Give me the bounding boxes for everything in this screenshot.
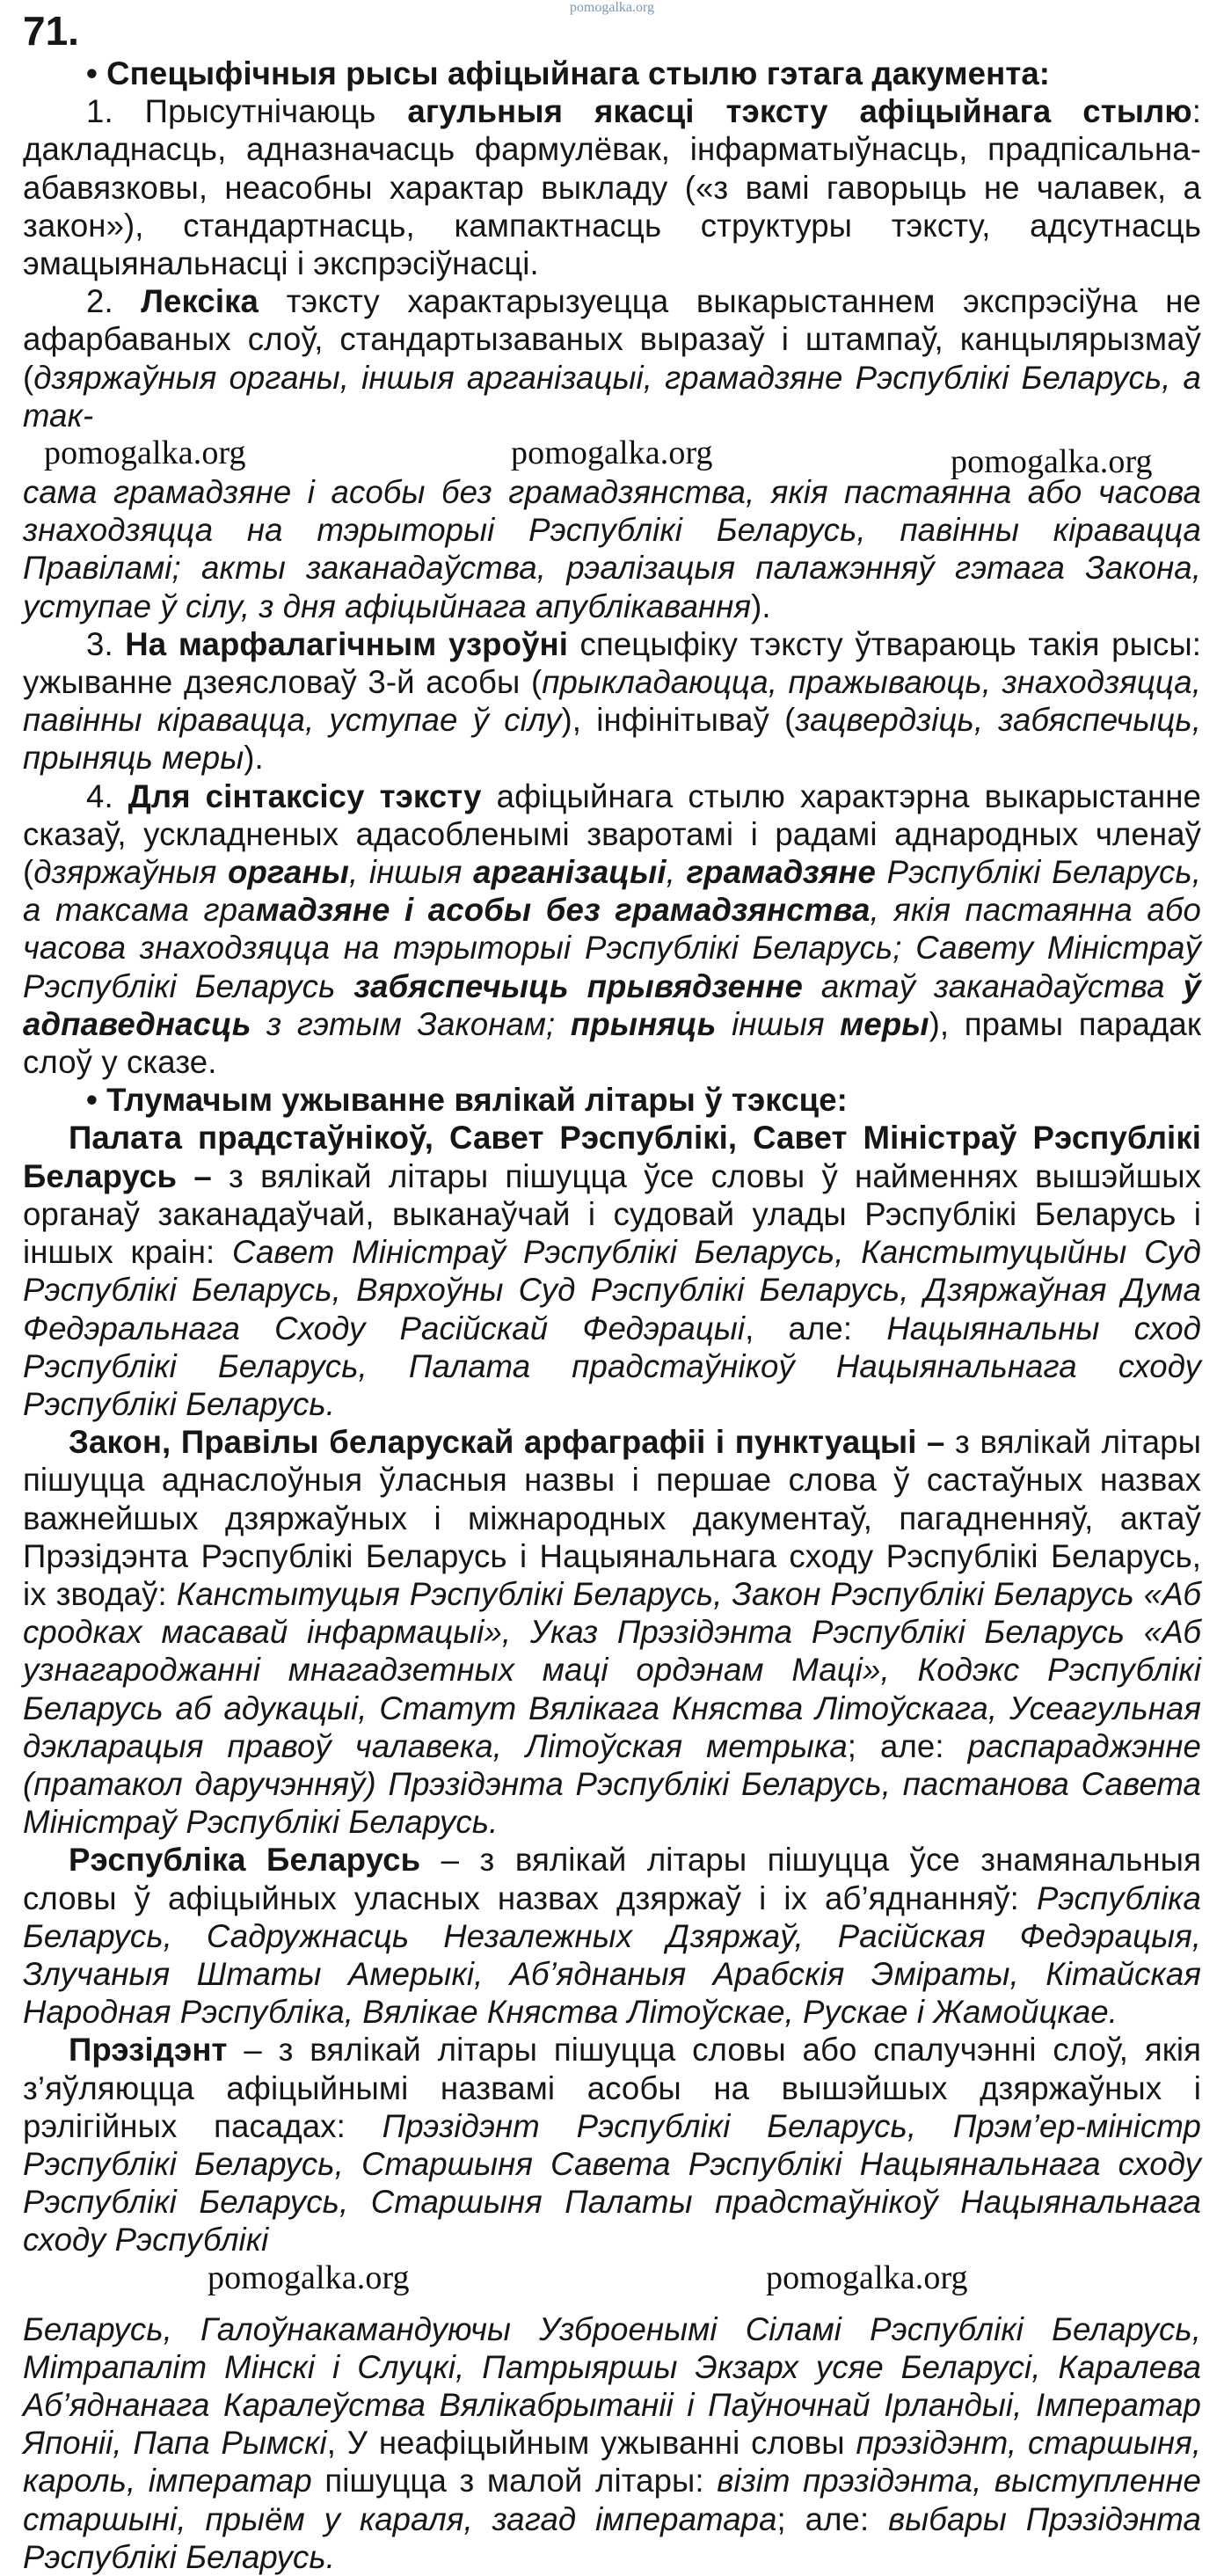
- section1-paragraph-4: 4. Для сінтаксісу тэксту афіцыйнага стылю характэрна выкарыстанне сказаў, ускладненых адасобленымі зваротамі і радамі аднародных членаў (дзяржаўныя органы, іншыя арганізацыі, грамадзяне Рэспублікі Беларусь, а таксама грамадзяне і асобы без грамадзянства, якія пастаянна або часова знаходзяцца на тэрыторыі Рэспублікі Беларусь; Савету Міністраў Рэспублікі Беларусь забяспечыць прывядзенне актаў заканадаўства ў адпаведнасць з гэтым Законам; прыняць іншыя меры), прамы парадак слоў у сказе.: [23, 777, 1202, 1081]
- section1-title: • Спецыфічныя рысы афіцыйнага стылю гэтага дакумента:: [86, 55, 1051, 91]
- section1-paragraph-2: 2. Лексіка тэксту характарызуецца выкарыстаннем экспрэсіўна не афарбаваных слоў, стандартызаваных выразаў і штампаў, канцылярызмаў (дзяржаўныя органы, іншыя арганізацыі, грамадзяне Рэспублікі Беларусь, а так-: [23, 283, 1201, 434]
- exercise-number: 71.: [23, 8, 79, 54]
- section2-paragraph-1: Палата прадстаўнікоў, Савет Рэспублікі, Савет Міністраў Рэспублікі Беларусь – з вялікай літары пішуцца ўсе словы ў найменнях вышэйшых органаў заканадаўчай, выканаўчай і судовай улады Рэспублікі Беларусь і іншых краін: Савет Міністраў Рэспублікі Беларусь, Канстытуцыйны Суд Рэспублікі Беларусь, Вярхоўны Суд Рэспублікі Беларусь, Дзяржаўная Дума Федэральнага Сходу Расійскай Федэрацыі, але: Нацыянальны сход Рэспублікі Беларусь, Палата прадстаўнікоў Нацыянальнага сходу Рэспублікі Беларусь.: [23, 1120, 1202, 1422]
- section1-paragraph-1: 1. Прысутнічаюць агульныя якасці тэксту афіцыйнага стылю: дакладнасць, адназначасць фармулёвак, інфарматыўнасць, прадпісальна-абавязковы, неасобны характар выкладу («з вамі гаворыць не чалавек, а закон»), стандартнасць, кампактнасць структуры тэксту, адсутнасць эмацыянальнасці і экспрэсіўнасці.: [23, 93, 1201, 282]
- watermark-row-2: pomogalka.org pomogalka.org: [208, 2259, 968, 2296]
- section2-title: • Тлумачым ужыванне вялікай літары ў тэксце:: [86, 1082, 848, 1119]
- section2-paragraph-2: Закон, Правілы беларускай арфаграфіі і пунктуацыі – з вялікай літары пішуцца аднаслоўныя ўласныя назвы і першае слова ў састаўных назвах важнейшых дзяржаўных і міжнародных дакументаў, пагадненняў, актаў Прэзідэнта Рэспублікі Беларусь і Нацыянальнага сходу Рэспублікі Беларусь, іх зводаў: Канстытуцыя Рэспублікі Беларусь, Закон Рэспублікі Беларусь «Аб сродках масавай інфармацыі», Указ Прэзідэнта Рэспублікі Беларусь «Аб узнагароджанні мнагадзетных маці ордэнам Маці», Кодэкс Рэспублікі Беларусь аб адукацыі, Статут Вялікага Княства Літоўскага, Усеагульная дэкларацыя правоў чалавека, Літоўская метрыка; але: распараджэнне (пратакол даручэнняў) Прэзідэнта Рэспублікі Беларусь, пастанова Савета Міністраў Рэспублікі Беларусь.: [23, 1424, 1201, 1841]
- document-body: [23, 55, 1201, 2576]
- section2-paragraph-3: Рэспубліка Беларусь – з вялікай літары пішуцца ўсе знамянальныя словы ў афіцыйных уласных назвах дзяржаў і іх аб’яднанняў: Рэспубліка Беларусь, Садружнасць Незалежных Дзяржаў, Расійская Федэрацыя, Злучаныя Штаты Амерыкі, Аб’яднаныя Арабскія Эміраты, Кітайская Народная Рэспубліка, Вялікае Княства Літоўскае, Рускае і Жамойцкае.: [23, 1842, 1201, 2031]
- section1-paragraph-3: 3. На марфалагічным узроўні спецыфіку тэксту ўтвараюць такія рысы: ужыванне дзеясловаў 3-й асобы (прыкладаюцца, пражываюць, знаходзяцца, павінны кіравацца, уступае ў сілу), інфінітываў (зацвердзіць, забяспечыць, прыняць меры).: [23, 625, 1202, 777]
- section2-paragraph-4-continued: Беларусь, Галоўнакамандуючы Узброенымі Сіламі Рэспублікі Беларусь, Мітрапаліт Мінскі і Слуцкі, Патрыяршы Экзарх усяе Беларусі, Каралева Аб’яднанага Каралеўства Вялікабрытаніі і Паўночнай Ірландыі, Імператар Японіі, Папа Рымскі, У неафіцыйным ужыванні словы прэзідэнт, старшыня, кароль, імператар пішуцца з малой літары: візіт прэзідэнта, выступленне старшыні, прыём у караля, загад імператара; але: выбары Прэзідэнта Рэспублікі Беларусь.: [23, 2310, 1201, 2575]
- section1-paragraph-2-continued: сама грамадзяне і асобы без грамадзянства, якія пастаянна або часова знаходзяцца на тэрыторыі Рэспублікі Беларусь, павінны кіравацца Правіламі; акты заканадаўства, рэалізацыя палажэнняў гэтага Закона, уступае ў сілу, з дня афіцыйнага апублікавання).: [23, 474, 1201, 624]
- watermark-row-1: pomogalka.org pomogalka.org pomogalka.org: [44, 434, 1153, 481]
- section2-paragraph-4: Прэзідэнт – з вялікай літары пішуцца словы або спалучэнні слоў, якія з’яўляюцца афіцыйнымі назвамі асобы на вышэйшых дзяржаўных і рэлігійных пасадах: Прэзідэнт Рэспублікі Беларусь, Прэм’ер-міністр Рэспублікі Беларусь, Старшыня Савета Рэспублікі Нацыянальнага сходу Рэспублікі Беларусь, Старшыня Палаты прадстаўнікоў Нацыянальнага сходу Рэспублікі: [23, 2032, 1201, 2259]
- watermark-top: pomogalka.org: [569, 0, 655, 15]
